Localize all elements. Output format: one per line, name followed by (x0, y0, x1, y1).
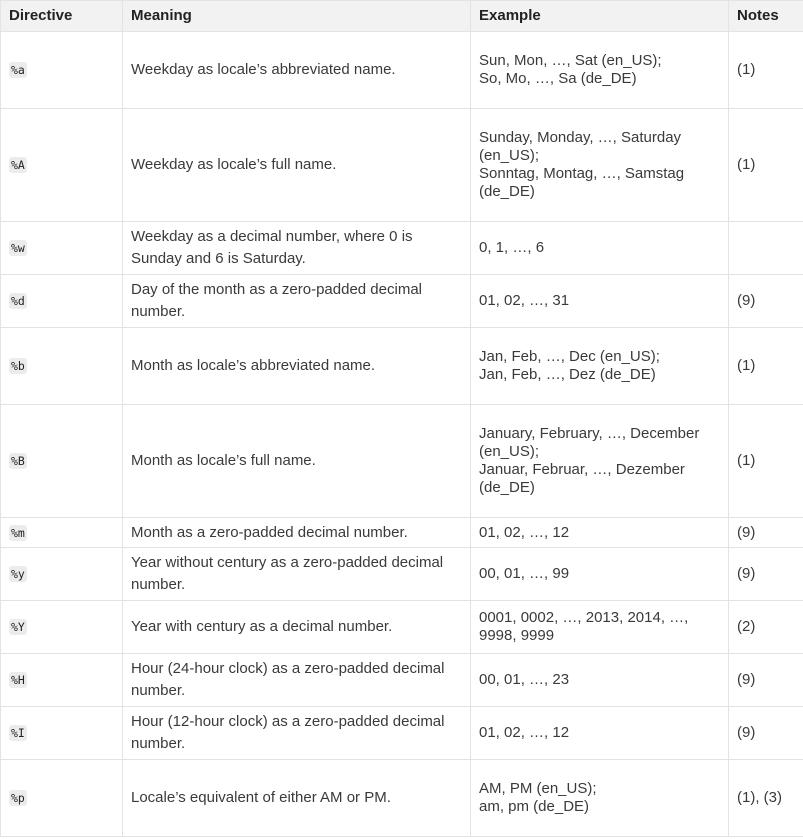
example-cell: January, February, …, December (en_US); Januar, Februar, …, Dezember (de_DE) (471, 405, 729, 518)
example-cell: Sunday, Monday, …, Saturday (en_US); Sonntag, Montag, …, Samstag (de_DE) (471, 109, 729, 222)
notes-cell: (9) (729, 275, 803, 328)
directive-cell (1, 405, 123, 518)
table-row (1, 109, 803, 222)
directive-code: %w (11, 241, 25, 255)
meaning-cell: Month as a zero-padded decimal number. (123, 518, 471, 548)
example-cell: 0, 1, …, 6 (471, 222, 729, 275)
meaning-cell: Weekday as locale’s full name. (123, 109, 471, 222)
example-cell: 00, 01, …, 99 (471, 548, 729, 601)
directive-code: %Y (11, 620, 25, 634)
directive-cell (1, 518, 123, 548)
meaning-cell: Month as locale’s abbreviated name. (123, 328, 471, 405)
directive-code: %B (11, 454, 25, 468)
meaning-cell: Hour (24-hour clock) as a zero-padded decimal number. (123, 654, 471, 707)
example-cell: 01, 02, …, 12 (471, 518, 729, 548)
header-meaning: Meaning (123, 1, 471, 32)
notes-cell: (9) (729, 654, 803, 707)
table-row (1, 328, 803, 405)
notes-cell: (9) (729, 518, 803, 548)
directive-code: %d (11, 294, 25, 308)
meaning-cell: Day of the month as a zero-padded decimal number. (123, 275, 471, 328)
table-header-row (1, 1, 803, 32)
directive-cell (1, 548, 123, 601)
notes-cell: (1) (729, 328, 803, 405)
example-cell: Sun, Mon, …, Sat (en_US); So, Mo, …, Sa (de_DE) (471, 32, 729, 109)
table-row (1, 405, 803, 518)
meaning-cell: Month as locale’s full name. (123, 405, 471, 518)
directive-cell (1, 601, 123, 654)
table-row (1, 707, 803, 760)
meaning-cell: Year without century as a zero-padded decimal number. (123, 548, 471, 601)
directive-code: %m (11, 525, 25, 540)
directive-cell (1, 760, 123, 837)
directive-cell (1, 222, 123, 275)
notes-cell (729, 222, 803, 275)
notes-cell: (1), (3) (729, 760, 803, 837)
directive-cell (1, 109, 123, 222)
notes-cell: (9) (729, 707, 803, 760)
directive-cell (1, 707, 123, 760)
table-row (1, 654, 803, 707)
example-cell: AM, PM (en_US); am, pm (de_DE) (471, 760, 729, 837)
directive-cell (1, 32, 123, 109)
directive-cell (1, 654, 123, 707)
example-cell: Jan, Feb, …, Dec (en_US); Jan, Feb, …, Dez (de_DE) (471, 328, 729, 405)
directive-code: %H (11, 673, 25, 687)
directive-cell (1, 328, 123, 405)
header-example: Example (471, 1, 729, 32)
header-directive: Directive (1, 1, 123, 32)
notes-cell: (2) (729, 601, 803, 654)
example-cell: 0001, 0002, …, 2013, 2014, …, 9998, 9999 (471, 601, 729, 654)
notes-cell: (1) (729, 405, 803, 518)
directive-code: %I (11, 726, 25, 740)
notes-cell: (1) (729, 109, 803, 222)
table-row (1, 32, 803, 109)
notes-cell: (9) (729, 548, 803, 601)
meaning-cell: Weekday as locale’s abbreviated name. (123, 32, 471, 109)
table-row (1, 760, 803, 837)
directive-code: %b (11, 359, 25, 373)
meaning-cell: Year with century as a decimal number. (123, 601, 471, 654)
notes-cell: (1) (729, 32, 803, 109)
directive-code: %y (11, 567, 25, 581)
table-row (1, 601, 803, 654)
example-cell: 01, 02, …, 31 (471, 275, 729, 328)
example-cell: 00, 01, …, 23 (471, 654, 729, 707)
header-notes: Notes (729, 1, 803, 32)
meaning-cell: Weekday as a decimal number, where 0 is Sunday and 6 is Saturday. (123, 222, 471, 275)
directive-code: %p (11, 791, 25, 805)
table-row (1, 222, 803, 275)
meaning-cell: Hour (12-hour clock) as a zero-padded decimal number. (123, 707, 471, 760)
table-row (1, 548, 803, 601)
directive-code: %A (11, 158, 25, 172)
table-row (1, 518, 803, 548)
meaning-cell: Locale’s equivalent of either AM or PM. (123, 760, 471, 837)
directive-cell (1, 275, 123, 328)
table-row (1, 275, 803, 328)
directive-code: %a (11, 63, 25, 77)
example-cell: 01, 02, …, 12 (471, 707, 729, 760)
